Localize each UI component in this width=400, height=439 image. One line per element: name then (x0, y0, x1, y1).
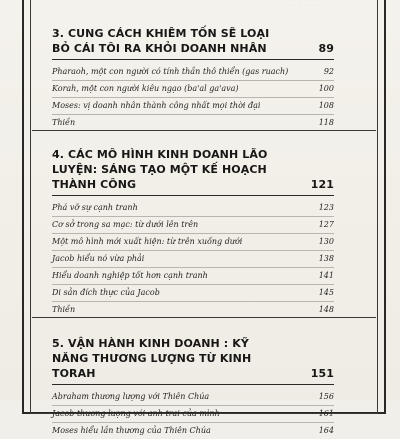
entry-label: Thiền (52, 305, 76, 314)
entry-page-number: 130 (318, 237, 334, 246)
entry-page-number: 156 (318, 392, 334, 401)
entry-label: Abraham thương lượng với Thiên Chúa (52, 392, 210, 401)
section-title: 5. VẬN HÀNH KINH DOANH : KỸ NĂNG THƯƠNG LƯỢNG TỪ KINH TORAH (52, 337, 252, 380)
entry-page-number: 148 (318, 305, 334, 314)
toc-entry[interactable] (52, 406, 334, 423)
toc-entry[interactable] (52, 81, 334, 98)
entry-page-number: 161 (318, 409, 334, 418)
entry-label: Hiểu doanh nghiệp tốt hơn cạnh tranh (52, 271, 208, 280)
section-heading[interactable] (52, 26, 334, 56)
entry-label: Một mô hình mới xuất hiện: từ trên xuống dưới (52, 237, 243, 246)
toc-section-4 (52, 147, 334, 318)
section-separator (32, 130, 376, 131)
toc-entry[interactable] (52, 423, 334, 439)
entry-page-number: 127 (318, 220, 334, 229)
section-heading[interactable] (52, 147, 334, 192)
entry-label: Cơ sở trong sa mạc: từ dưới lên trên (52, 220, 199, 229)
section-divider (52, 59, 334, 60)
toc-entry[interactable] (52, 115, 334, 131)
entry-page-number: 123 (318, 203, 334, 212)
section-gap (52, 131, 334, 147)
entry-page-number: 164 (318, 426, 334, 435)
entry-page-number: 118 (318, 118, 334, 127)
toc-entry[interactable] (52, 98, 334, 115)
entry-label: Korah, một con người kiêu ngạo (ba'al ga'ava) (52, 84, 239, 93)
entry-label: Thiền (52, 118, 76, 127)
entry-label: Di sản đích thực của Jacob (52, 288, 160, 297)
section-page-number: 151 (310, 367, 334, 380)
section-heading[interactable] (52, 336, 334, 381)
toc-section-5 (52, 336, 334, 439)
section-gap (52, 318, 334, 336)
section-divider (52, 195, 334, 196)
table-of-contents (52, 6, 334, 439)
entry-label: Pharaoh, một con người có tính thần thô thiển (gas ruach) (52, 67, 289, 76)
entry-label: Jacob hiểu nó vừa phải (52, 254, 145, 263)
entry-page-number: 92 (323, 67, 334, 76)
section-title: 4. CÁC MÔ HÌNH KINH DOANH LÃO LUYỆN: SÁNG TẠO MỘT KẾ HOẠCH THÀNH CÔNG (52, 148, 268, 191)
entry-page-number: 141 (318, 271, 334, 280)
entry-page-number: 145 (318, 288, 334, 297)
section-page-number: 121 (310, 178, 334, 191)
entry-page-number: 100 (318, 84, 334, 93)
entry-page-number: 108 (318, 101, 334, 110)
toc-entry[interactable] (52, 217, 334, 234)
toc-entry[interactable] (52, 234, 334, 251)
toc-entry[interactable] (52, 268, 334, 285)
toc-section-3 (52, 26, 334, 131)
section-page-number: 89 (318, 42, 334, 55)
section-title: 3. CUNG CÁCH KHIÊM TỐN SẼ LOẠI BỎ CÁI TÔI RA KHỎI DOANH NHÂN (52, 27, 270, 55)
toc-entry[interactable] (52, 251, 334, 268)
toc-entry[interactable] (52, 64, 334, 81)
entry-label: Jacob thương lượng với anh trai của mình (52, 409, 220, 418)
toc-entry[interactable] (52, 389, 334, 406)
entry-label: Moses: vị doanh nhân thành công nhất mọi thời đại (52, 101, 261, 110)
toc-entry[interactable] (52, 285, 334, 302)
section-divider (52, 384, 334, 385)
toc-entry[interactable] (52, 200, 334, 217)
entry-label: Phá vỡ sự cạnh tranh (52, 203, 138, 212)
toc-entry[interactable] (52, 302, 334, 318)
section-separator (32, 317, 376, 318)
entry-label: Moses hiểu lần thương của Thiên Chúa (52, 426, 211, 435)
bleed-through-text: . . . . . . . . (290, 0, 324, 8)
entry-page-number: 138 (318, 254, 334, 263)
